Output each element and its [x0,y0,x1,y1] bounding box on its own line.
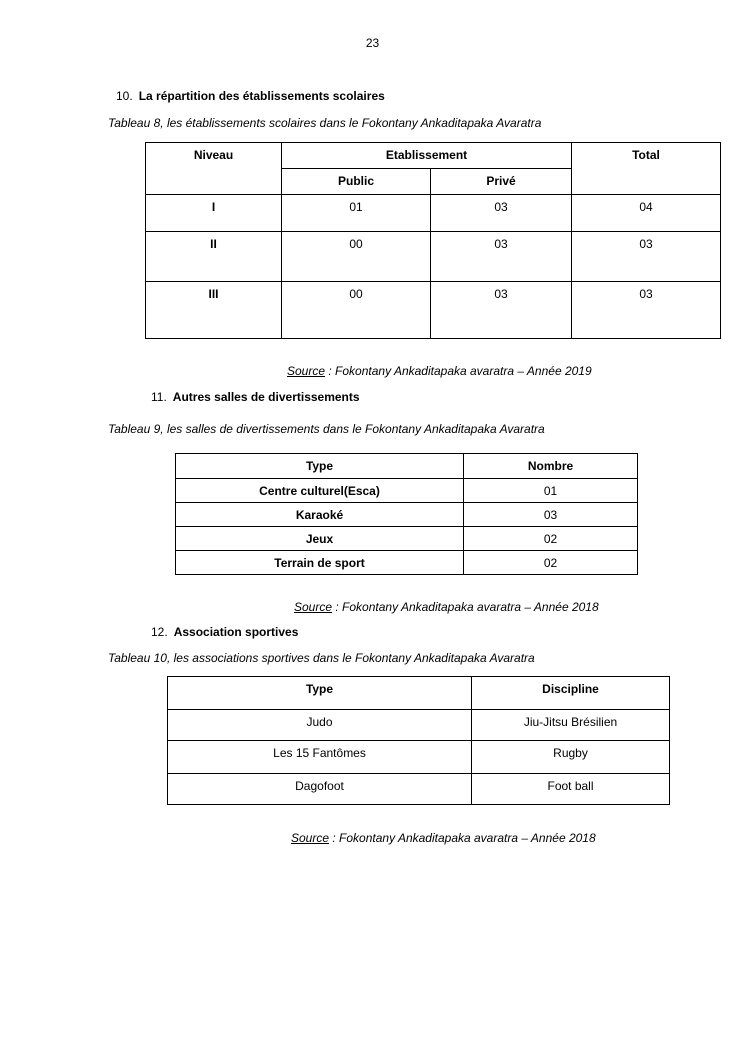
section-11-heading [151,390,360,404]
header-nombre: Nombre [464,454,638,479]
header-discipline: Discipline [472,677,670,710]
cell-nombre: 03 [464,503,638,527]
table-8-caption: Tableau 8, les établissements scolaires dans le Fokontany Ankaditapaka Avaratra [108,116,542,130]
header-type: Type [176,454,464,479]
table-row [146,195,721,232]
cell-type: Jeux [176,527,464,551]
cell-prive: 03 [431,195,572,232]
table-row [176,551,638,575]
cell-niveau: III [146,282,282,339]
cell-total: 03 [572,232,721,282]
cell-discipline: Jiu-Jitsu Brésilien [472,710,670,741]
table-10 [167,676,670,805]
section-12-number: 12. [151,625,168,639]
table-9-source [294,600,599,614]
source-label: Source [287,364,326,378]
table-8 [145,142,721,339]
section-10-title: La répartition des établissements scolaires [138,89,385,103]
table-row [176,503,638,527]
source-text: : Fokontany Ankaditapaka avaratra – Année 2018 [332,600,599,614]
table-row [168,774,670,805]
table-row [168,710,670,741]
section-12-title: Association sportives [173,625,299,639]
table-row [168,741,670,774]
cell-type: Karaoké [176,503,464,527]
cell-prive: 03 [431,232,572,282]
cell-niveau: II [146,232,282,282]
page-number: 23 [365,36,380,50]
cell-prive: 03 [431,282,572,339]
table-8-source [287,364,592,378]
table-row [176,479,638,503]
section-11-number: 11. [151,390,167,404]
table-10-caption: Tableau 10, les associations sportives dans le Fokontany Ankaditapaka Avaratra [108,651,535,665]
cell-public: 01 [282,195,431,232]
cell-discipline: Rugby [472,741,670,774]
cell-type: Dagofoot [168,774,472,805]
cell-niveau: I [146,195,282,232]
cell-type: Les 15 Fantômes [168,741,472,774]
cell-type: Centre culturel(Esca) [176,479,464,503]
table-row [146,282,721,339]
table-row [146,232,721,282]
table-9-caption: Tableau 9, les salles de divertissements dans le Fokontany Ankaditapaka Avaratra [108,422,545,436]
section-10-number: 10. [116,89,133,103]
cell-total: 03 [572,282,721,339]
source-label: Source [294,600,333,614]
table-row [176,527,638,551]
cell-total: 04 [572,195,721,232]
section-12-heading [151,625,298,639]
header-type: Type [168,677,472,710]
section-10-heading [116,89,385,103]
cell-type: Judo [168,710,472,741]
cell-public: 00 [282,282,431,339]
source-label: Source [291,831,330,845]
cell-nombre: 02 [464,527,638,551]
header-public: Public [282,169,431,195]
header-total: Total [572,143,721,195]
cell-public: 00 [282,232,431,282]
table-10-source [291,831,596,845]
cell-discipline: Foot ball [472,774,670,805]
source-text: : Fokontany Ankaditapaka avaratra – Année 2019 [325,364,592,378]
header-niveau: Niveau [146,143,282,195]
source-text: : Fokontany Ankaditapaka avaratra – Année 2018 [329,831,596,845]
cell-type: Terrain de sport [176,551,464,575]
table-9 [175,453,638,575]
section-11-title: Autres salles de divertissements [172,390,360,404]
cell-nombre: 02 [464,551,638,575]
header-etablissement: Etablissement [282,143,572,169]
header-prive: Privé [431,169,572,195]
cell-nombre: 01 [464,479,638,503]
